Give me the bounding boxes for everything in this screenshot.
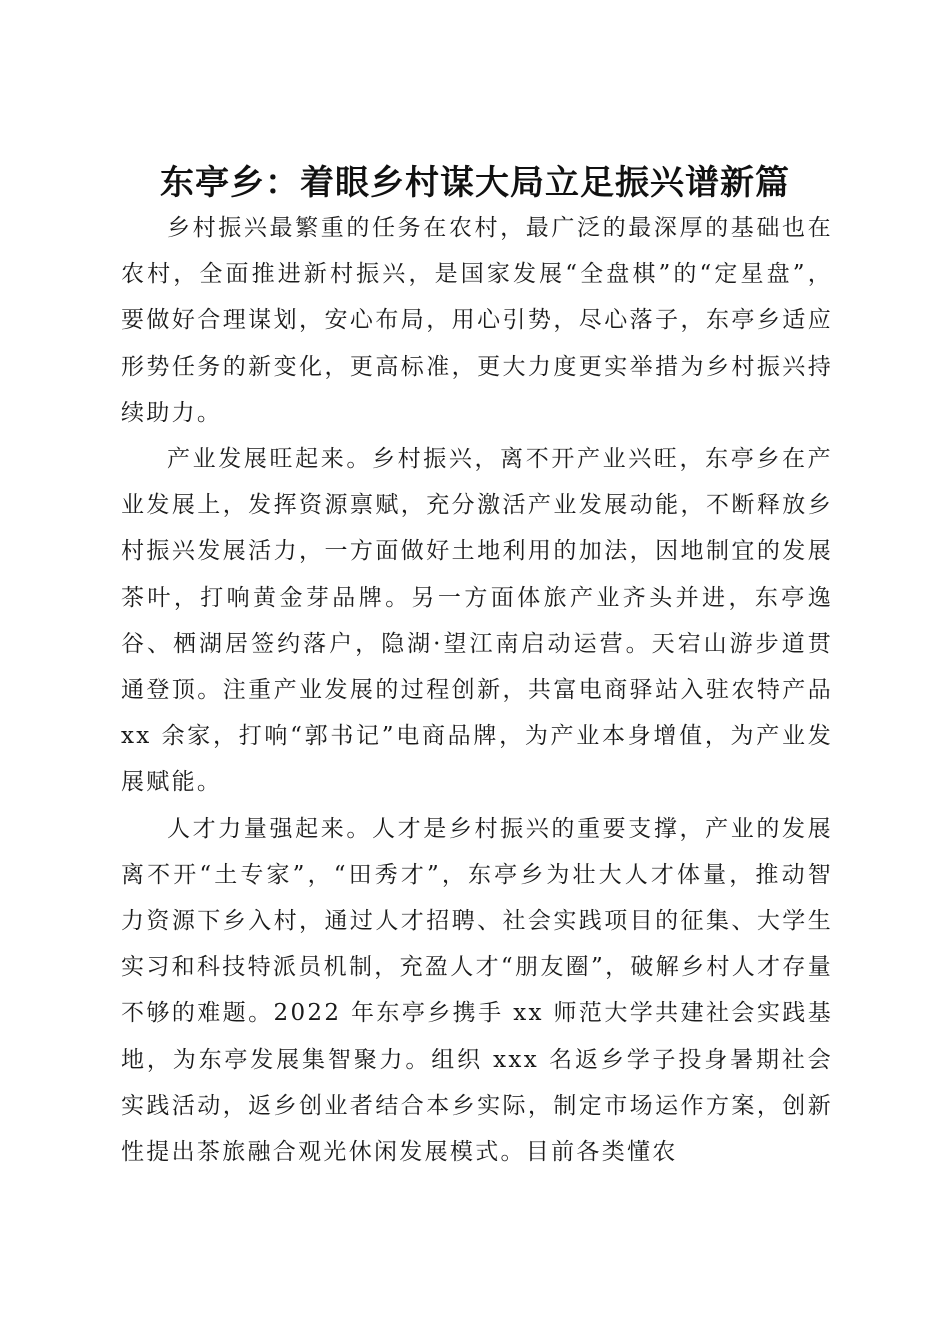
paragraph-talent: 人才力量强起来。人才是乡村振兴的重要支撑，产业的发展离不开“土专家”，“田秀才”，东亭乡为壮大人才体量，推动智力资源下乡入村，通过人才招聘、社会实践项目的征集、大学生实习和科技特派员机制，充盈人才“朋友圈”，破解乡村人才存量不够的难题。2022 年东亭乡携手 xx 师范大学共建社会实践基地，为东亭发展集智聚力。组织 xxx 名返乡学子投身暑期社会实践活动，返乡创业者结合本乡实际，制定市场运作方案，创新性提出茶旅融合观光休闲发展模式。目前各类懂农 [121,815,833,1166]
document-title: 东亭乡：着眼乡村谋大局立足振兴谱新篇 [160,162,790,203]
paragraph-industry: 产业发展旺起来。乡村振兴，离不开产业兴旺，东亭乡在产业发展上，发挥资源禀赋，充分激活产业发展动能，不断释放乡村振兴发展活力，一方面做好土地利用的加法，因地制宜的发展茶叶，打响黄金芽品牌。另一方面体旅产业齐头并进，东亭逸谷、栖湖居签约落户，隐湖·望江南启动运营。天宕山游步道贯通登顶。注重产业发展的过程创新，共富电商驿站入驻农特产品 xx 余家，打响“郭书记”电商品牌，为产业本身增值，为产业发展赋能。 [121,446,833,796]
document-body [121,205,833,1175]
paragraph-intro: 乡村振兴最繁重的任务在农村，最广泛的最深厚的基础也在农村，全面推进新村振兴，是国家发展“全盘棋”的“定星盘”，要做好合理谋划，安心布局，用心引势，尽心落子，东亭乡适应形势任务的新变化，更高标准，更大力度更实举措为乡村振兴持续助力。 [121,215,833,426]
